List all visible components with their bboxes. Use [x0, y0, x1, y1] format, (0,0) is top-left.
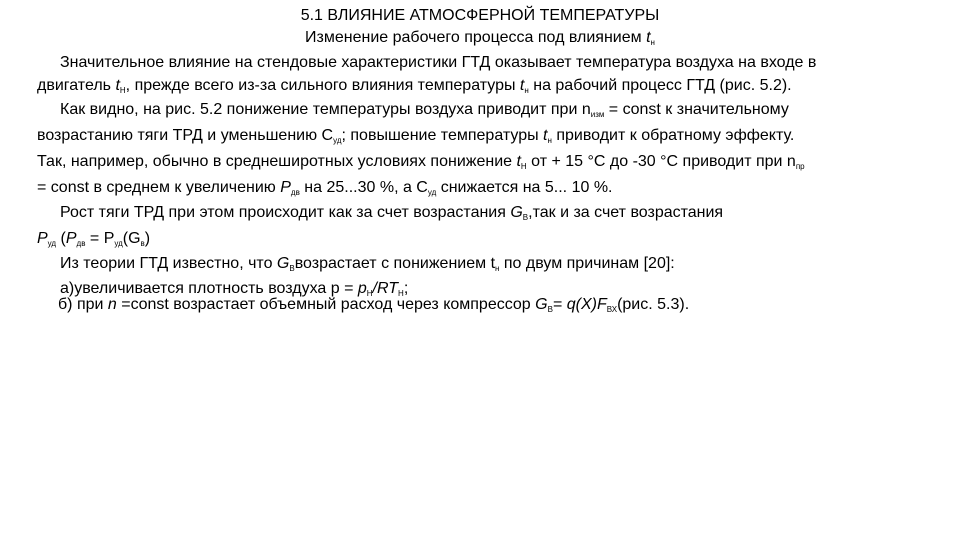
- text-span: = const к значительному: [604, 101, 789, 118]
- text-span: на 25...30 %, а С: [299, 179, 428, 196]
- text-span: Из теории ГТД известно, что: [60, 255, 277, 272]
- subscript: уд: [427, 188, 437, 197]
- paragraph-4-line-3: [58, 295, 689, 315]
- subscript: в: [140, 239, 145, 248]
- subtitle-variable: t: [646, 29, 651, 46]
- text-span: от + 15 °С до -30 °С приводит при n: [526, 153, 796, 170]
- paragraph-3-line-1: [60, 203, 723, 223]
- subscript: дв: [76, 239, 86, 248]
- variable-n: n: [107, 296, 117, 313]
- subscript: В: [547, 305, 553, 314]
- subscript: В: [522, 213, 529, 222]
- text-span: = Р: [85, 230, 115, 247]
- text-span: по двум причинам [20]:: [499, 255, 675, 272]
- text-span: возрастанию тяги ТРД и уменьшению С: [37, 127, 334, 144]
- text-span: ;: [403, 280, 409, 297]
- variable-p: Р: [65, 230, 77, 247]
- subscript: дв: [290, 188, 300, 197]
- text-span: Так, например, обычно в среднеширотных условиях понижение: [37, 153, 517, 170]
- page-title: 5.1 ВЛИЯНИЕ АТМОСФЕРНОЙ ТЕМПЕРАТУРЫ: [300, 7, 660, 24]
- subscript: уд: [47, 239, 57, 248]
- variable-g: G: [535, 296, 548, 313]
- subscript: Н: [119, 86, 126, 95]
- subtitle-text: Изменение рабочего процесса под влиянием: [305, 29, 647, 46]
- paragraph-1-line-1: Значительное влияние на стендовые характеристики ГТД оказывает температура воздуха на входе в: [60, 54, 817, 71]
- variable-g: G: [276, 255, 290, 272]
- subscript: изм: [590, 110, 605, 119]
- variable-g: G: [510, 204, 523, 221]
- subscript: н: [495, 264, 500, 273]
- subtitle-subscript: н: [650, 38, 655, 47]
- text-span: приводит к обратному эффекту.: [551, 127, 795, 144]
- variable-qxf: q(X)F: [566, 296, 607, 313]
- subscript: Н: [520, 162, 527, 171]
- subscript: н: [547, 136, 552, 145]
- variable-t: t: [115, 77, 120, 94]
- text-span: =const возрастает объемный расход через компрессор: [116, 296, 536, 313]
- text-span: ,так и за счет возрастания: [528, 204, 724, 221]
- text-span: на рабочий процесс ГТД (рис. 5.2).: [528, 77, 792, 94]
- variable-p: Р: [37, 230, 48, 247]
- variable-t: t: [516, 153, 521, 170]
- subscript: уд: [114, 239, 123, 248]
- paragraph-3-line-2: [37, 229, 150, 249]
- paragraph-2-line-4: [37, 178, 612, 198]
- text-span: =: [552, 296, 567, 313]
- subscript: H: [366, 289, 373, 298]
- variable-t: t: [519, 77, 525, 94]
- text-span: возрастает с понижением t: [294, 255, 496, 272]
- text-span: ; повышение температуры: [341, 127, 544, 144]
- variable-p: p: [357, 280, 367, 297]
- text-span: Рост тяги ТРД при этом происходит как за счет возрастания: [60, 204, 511, 221]
- subscript: уд: [333, 136, 342, 145]
- page-subtitle: [0, 28, 960, 48]
- subscript: пр: [795, 162, 805, 171]
- text-span: снижается на 5... 10 %.: [436, 179, 613, 196]
- text-span: (рис. 5.3).: [617, 296, 690, 313]
- text-span: , прежде всего из-за сильного влияния температуры: [125, 77, 520, 94]
- subscript: В: [289, 264, 295, 273]
- text-span: (G: [122, 230, 141, 247]
- paragraph-4-line-1: [60, 254, 675, 274]
- paragraph-2-line-1: [60, 100, 789, 120]
- variable-t: t: [543, 127, 548, 144]
- subscript: н: [524, 86, 529, 95]
- variable-p: Р: [280, 179, 291, 196]
- text-span: (: [56, 230, 66, 247]
- text-span: б) при: [58, 296, 108, 313]
- variable-rt: /RT: [372, 280, 399, 297]
- subscript: H: [398, 289, 404, 298]
- subscript: ВХ: [606, 305, 618, 314]
- text-span: = const в среднем к увеличению: [37, 179, 281, 196]
- text-span: а)увеличивается плотность воздуха р =: [60, 280, 358, 297]
- text-span: Как видно, на рис. 5.2 понижение температуры воздуха приводит при n: [60, 101, 591, 118]
- text-span: двигатель: [37, 77, 116, 94]
- paragraph-1-line-2: [37, 76, 792, 96]
- text-span: ): [144, 230, 151, 247]
- paragraph-2-line-2: [37, 126, 794, 146]
- paragraph-2-line-3: [37, 152, 805, 172]
